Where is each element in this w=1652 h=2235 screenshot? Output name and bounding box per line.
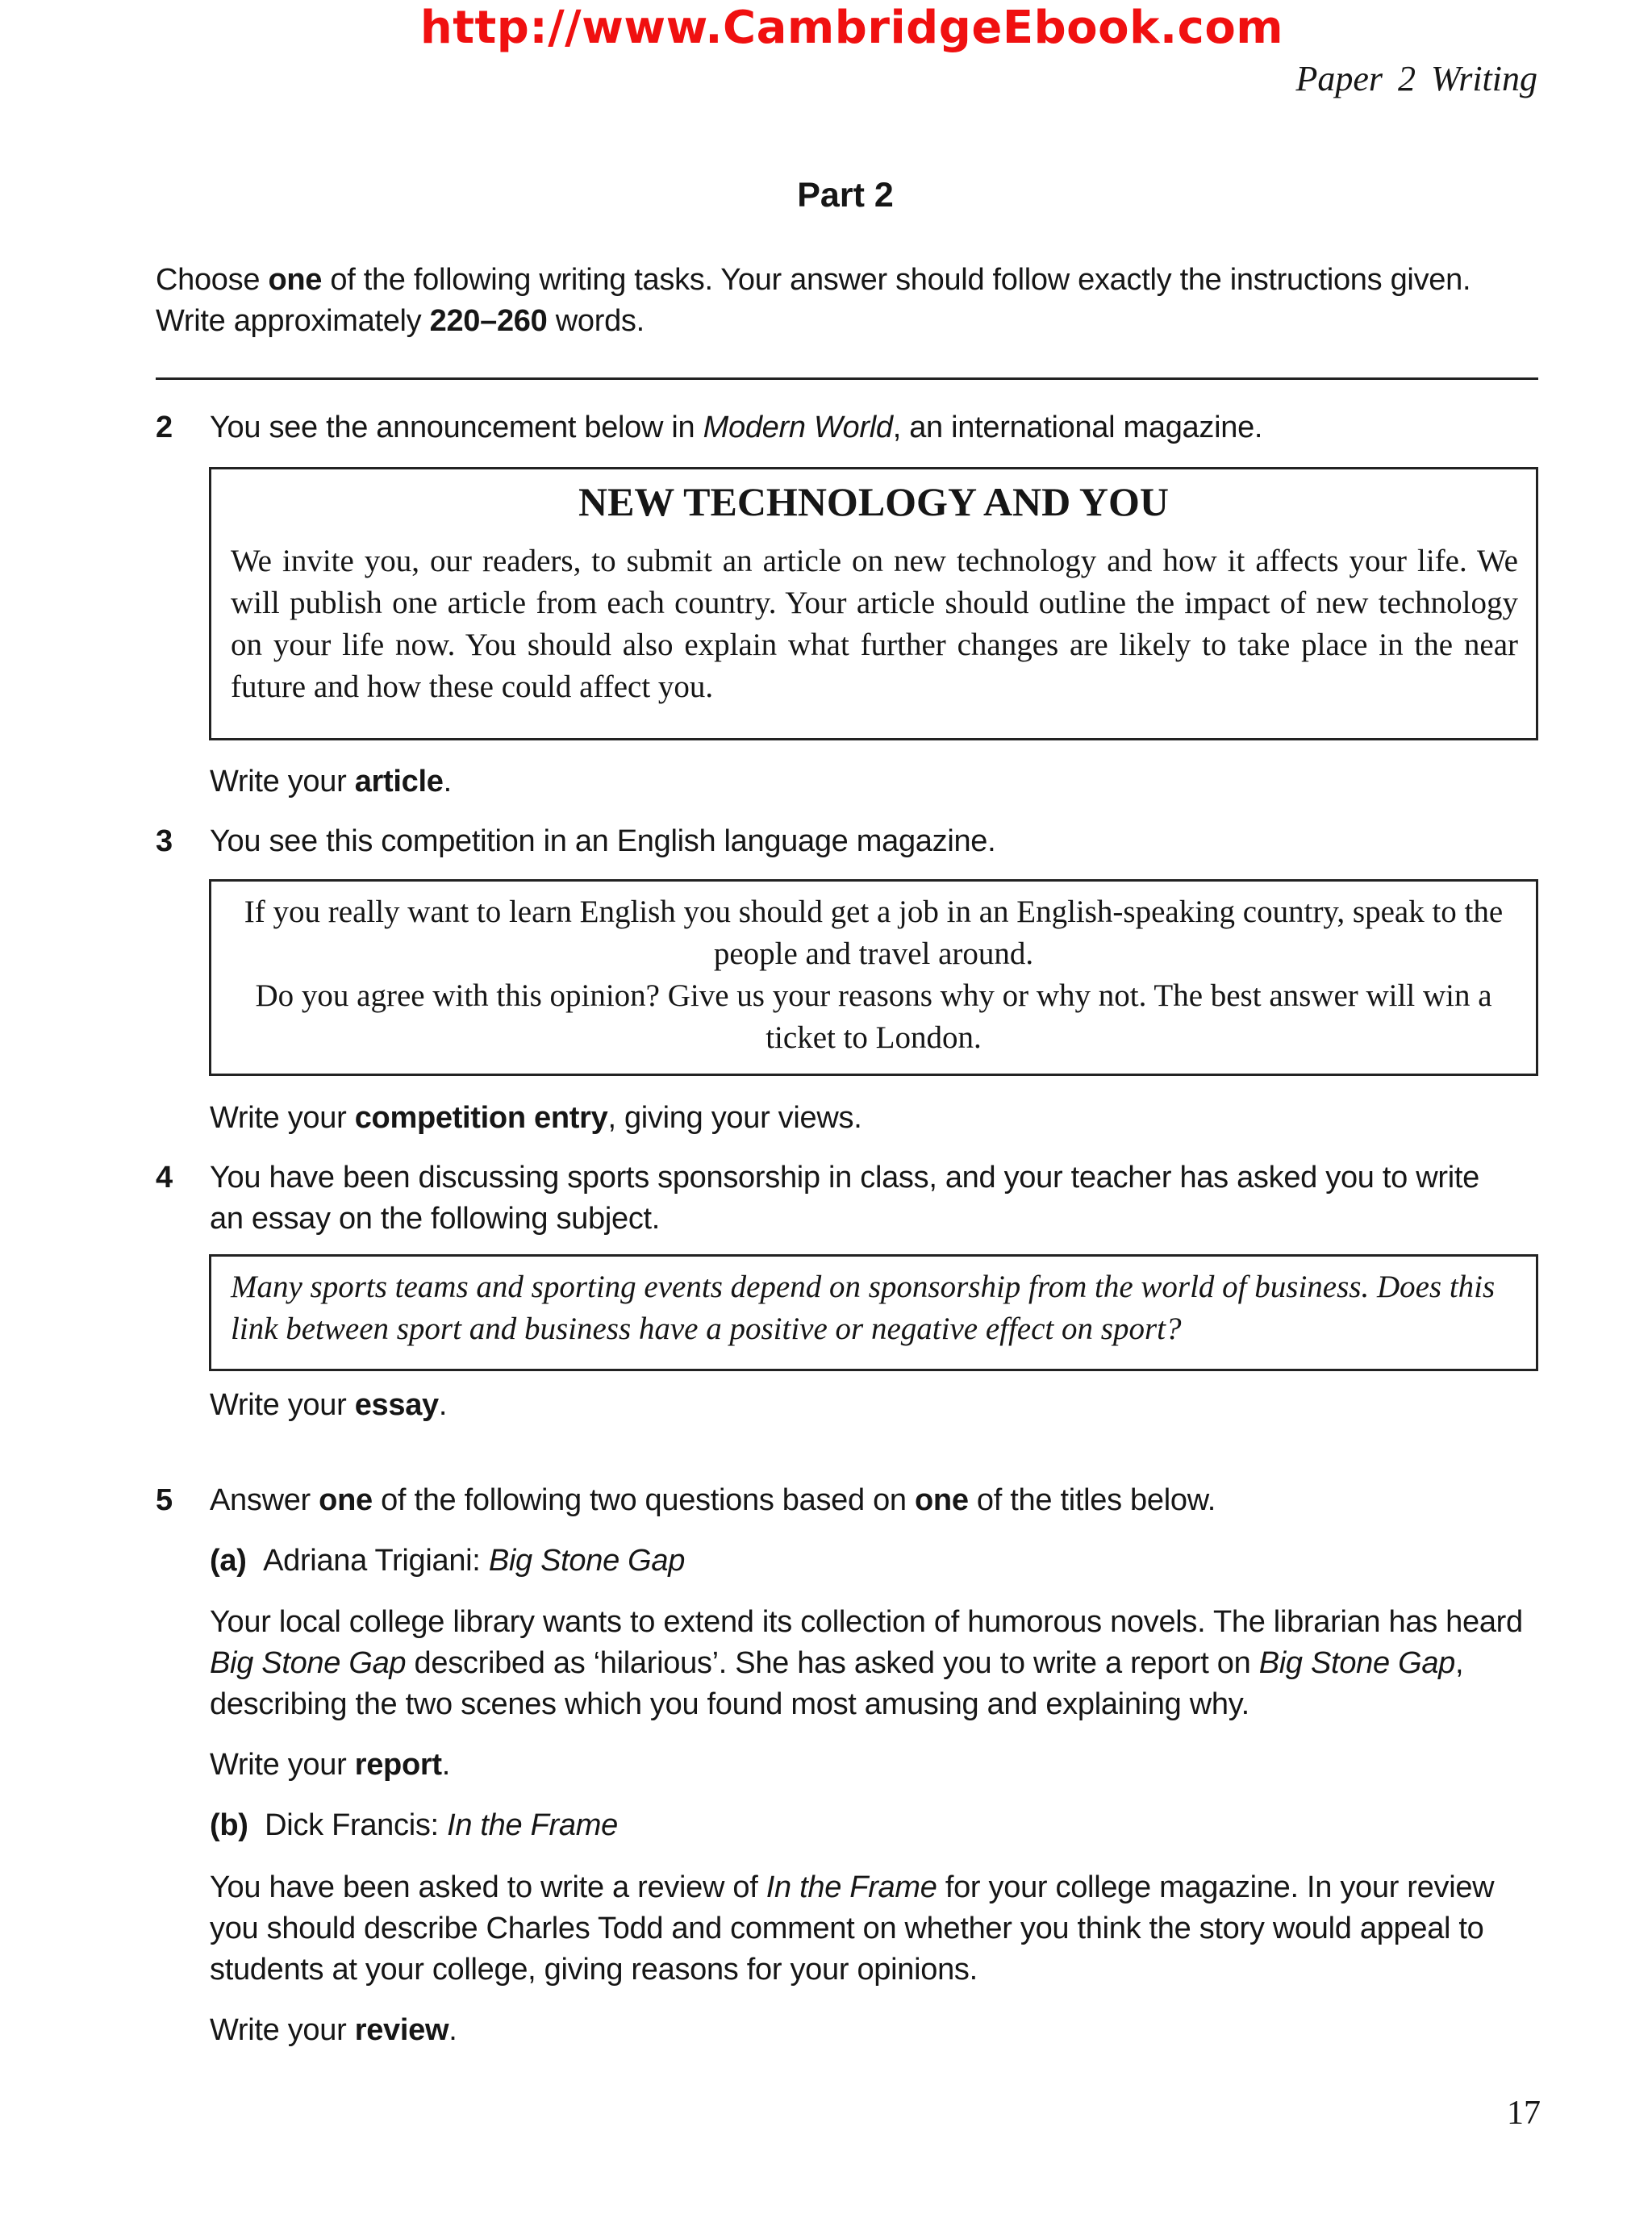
prompt-text: of the titles below.	[968, 1483, 1216, 1517]
task-instruction	[210, 1745, 450, 1786]
competition-question: Do you agree with this opinion? Give us your reasons why or why not. The best answer will win a ticket to London.	[255, 978, 1492, 1055]
book-author: Dick Francis:	[265, 1808, 448, 1842]
task-text: .	[441, 1748, 450, 1782]
question-number: 4	[156, 1161, 173, 1195]
book-title: In the Frame	[447, 1808, 618, 1842]
essay-topic-box	[209, 1254, 1538, 1371]
watermark-url[interactable]: http://www.CambridgeEbook.com	[419, 2, 1284, 54]
question-prompt	[210, 407, 1262, 448]
task-description: described as ‘hilarious’. She has asked you to write a report on	[406, 1646, 1259, 1680]
task-type: competition entry	[354, 1101, 608, 1135]
competition-text	[211, 891, 1536, 1059]
prompt-text: of the following two questions based on	[372, 1483, 915, 1517]
task-description: Your local college library wants to extend its collection of humorous novels. The librarian has heard	[210, 1605, 1523, 1639]
option-b-task	[210, 1867, 1541, 1991]
task-description: for your college magazine. In your review you should describe Charles Todd and comment on whether you think the story would appeal to students at your college, giving reasons for your opinions.	[210, 1870, 1495, 1987]
instructions-text: Choose	[156, 263, 269, 297]
page-number: 17	[1507, 2095, 1541, 2132]
task-text: Write your	[210, 2013, 355, 2047]
task-type: review	[354, 2013, 449, 2047]
prompt-text: You see the announcement below in	[210, 411, 703, 444]
task-instruction	[210, 1385, 447, 1426]
divider	[156, 377, 1538, 380]
question-number: 2	[156, 411, 173, 444]
task-instruction	[210, 1098, 861, 1139]
task-text: Write your	[210, 765, 355, 799]
running-head: Paper 2 Writing	[1295, 59, 1537, 98]
essay-topic-text: Many sports teams and sporting events depend on sponsorship from the world of business. Does this link between sport and business have a positive or negative effect on sport?	[231, 1270, 1496, 1346]
announcement-text: We invite you, our readers, to submit an article on new technology and how it affects your life. We will publish one article from each country. Your article should outline the impact of new technology on your life now. You should also explain what further changes are likely to take place in the near future and how these could affect you.	[231, 544, 1518, 704]
competition-statement: If you really want to learn English you should get a job in an English-speaking country, speak to the people and travel around.	[244, 894, 1504, 971]
task-text: , giving your views.	[607, 1101, 862, 1135]
task-text: Write your	[210, 1388, 355, 1422]
option-a-task	[210, 1602, 1541, 1725]
question-number: 3	[156, 824, 173, 858]
competition-box	[209, 879, 1538, 1076]
task-text: .	[448, 2013, 457, 2047]
prompt-text: , an international magazine.	[892, 411, 1263, 444]
question-prompt	[210, 1480, 1216, 1521]
task-text: Write your	[210, 1748, 355, 1782]
book-title: Big Stone Gap	[1258, 1646, 1456, 1680]
task-type: essay	[354, 1388, 439, 1422]
book-title: Big Stone Gap	[210, 1646, 407, 1680]
task-text: .	[443, 765, 452, 799]
task-text: Write your	[210, 1101, 355, 1135]
announcement-title: NEW TECHNOLOGY AND YOU	[578, 479, 1170, 524]
task-description: , describing the two scenes which you found most amusing and explaining why.	[210, 1646, 1464, 1721]
task-instruction	[210, 761, 452, 803]
question-number: 5	[156, 1483, 173, 1517]
instructions-text: words.	[547, 304, 645, 338]
task-description: You have been asked to write a review of	[210, 1870, 766, 1904]
question-prompt: You see this competition in an English language magazine.	[210, 824, 996, 858]
prompt-text: Answer	[210, 1483, 319, 1517]
task-text: .	[438, 1388, 448, 1422]
word-count: 220–260	[429, 304, 548, 338]
book-title: Big Stone Gap	[488, 1544, 686, 1578]
task-type: report	[354, 1748, 442, 1782]
option-b-heading	[210, 1805, 618, 1846]
magazine-title: Modern World	[703, 411, 893, 444]
option-label: (b)	[210, 1808, 248, 1842]
option-label: (a)	[210, 1544, 247, 1578]
instructions	[156, 260, 1543, 342]
question-prompt: You have been discussing sports sponsorship in class, and your teacher has asked you to write an essay on the following subject.	[210, 1161, 1479, 1236]
instructions-text: of the following writing tasks. Your answer should follow exactly the instructions given. Write approximately	[156, 263, 1471, 338]
task-type: article	[354, 765, 444, 799]
book-title: In the Frame	[766, 1870, 937, 1904]
task-instruction	[210, 2010, 457, 2051]
part-title: Part 2	[797, 176, 894, 215]
prompt-emphasis: one	[319, 1483, 373, 1517]
option-a-heading	[210, 1541, 685, 1582]
announcement-box	[209, 467, 1538, 740]
book-author: Adriana Trigiani:	[263, 1544, 489, 1578]
prompt-emphasis: one	[915, 1483, 969, 1517]
instructions-emphasis: one	[268, 263, 323, 297]
